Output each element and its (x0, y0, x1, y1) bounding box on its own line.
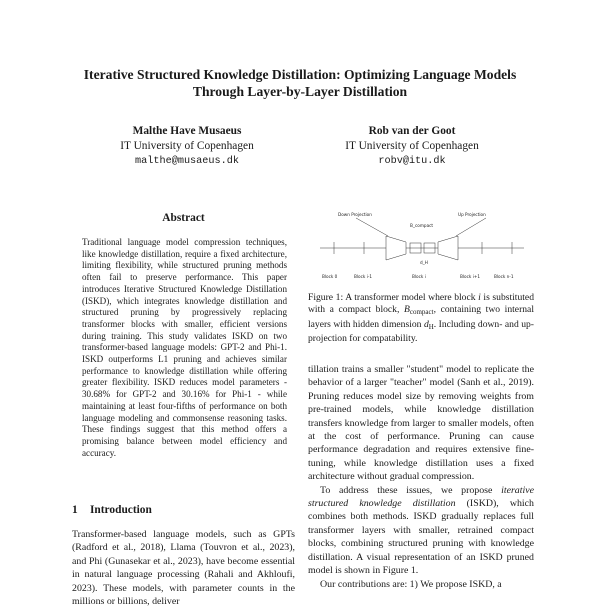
figure-1-caption (308, 292, 534, 346)
abstract-heading: Abstract (162, 212, 205, 224)
author-name: Malthe Have Musaeus (132, 125, 242, 137)
caption-text: Figure 1: A transformer model where block (308, 292, 479, 303)
introduction-text: Transformer-based language models, such as GPTs (Radford et al., 2018), Llama (Touvron et al., 2023), and Phi (Gunasekar et al., 2023), have become essential in natural language processing (Rahali and Akhloufi, 2023). These models, with parameter counts in the millions or billions, deliver (72, 529, 295, 608)
section-heading-introduction (72, 504, 152, 516)
paper-title (40, 66, 560, 100)
iskd-term: iterative structured knowledge distillation (308, 484, 534, 510)
right-column-text (308, 363, 534, 591)
author-name: Rob van der Goot (368, 125, 456, 137)
abstract-text: Traditional language model compression techniques, like knowledge distillation, require a fixed architecture, limiting flexibility, while structured pruning methods often fail to preserve performance. This paper introduces Iterative Structured Knowledge Distillation (ISKD), which integrates knowledge distillation and structured pruning by progressively replacing transformer blocks with smaller, efficient versions during training. This study validates ISKD on two transformer-based language models: GPT-2 and Phi-1. ISKD outperforms L1 pruning and achieves similar performance to knowledge distillation while offering greater flexibility. ISKD reduces model parameters - 30.68% for GPT-2 and 30.16% for Phi-1 - while maintaining at least four-fifths of performance on both language modeling and commonsense reasoning tasks. These findings suggest that this method offers a promising balance between model efficiency and accuracy. (82, 237, 287, 458)
connector-down (356, 218, 388, 236)
label-hidden-dim: d_H (420, 260, 428, 265)
caption-subscript-h: H (428, 322, 434, 331)
label-block-i-minus: Block i-1 (354, 274, 372, 279)
paragraph-2-rest: (ISKD), which combines both methods. ISKD gradually replaces full transformer layers with smaller, retrained compact blocks, combining structured pruning with knowledge distillation. A visual representation of an ISKD pruned model is shown in Figure 1. (308, 498, 534, 577)
label-block-n: Block n-1 (494, 274, 514, 279)
label-down-projection: Down Projection (338, 212, 372, 217)
label-up-projection: Up Projection (458, 212, 486, 217)
caption-var-b: B (403, 304, 410, 316)
paragraph-2-start: To address these issues, we propose (320, 484, 502, 496)
title-line-1: Iterative Structured Knowledge Distillation: Optimizing Language Models (83, 67, 517, 82)
title-line-2: Through Layer-by-Layer Distillation (192, 84, 408, 99)
author-block-2 (307, 124, 517, 169)
paragraph-1: tillation trains a smaller "student" model to replicate the behavior of a larger "teacher" model (Sanh et al., 2019). Pruning reduces model size by removing weights from pre-trained models, while knowledge distillation transfers knowledge from larger to smaller models, often at the cost of performance. Pruning can cause performance degradation and requires extensive fine-tuning, while knowledge distillation uses a fixed architecture without gradual compression. (308, 364, 534, 483)
author-email: robv@itu.dk (378, 156, 446, 167)
left-column (72, 211, 295, 459)
author-affiliation: IT University of Copenhagen (120, 140, 254, 152)
label-block-i-plus: Block i+1 (460, 274, 480, 279)
architecture-diagram (316, 206, 528, 280)
label-compact: B_compact (410, 223, 434, 228)
connector-up (456, 218, 486, 236)
caption-text: is substituted with a compact block, (308, 292, 534, 316)
figure-1-diagram (316, 206, 528, 280)
caption-subscript-compact: compact (409, 308, 434, 317)
paragraph-3: Our contributions are: 1) We propose ISKD, a (320, 578, 502, 590)
section-title: Introduction (90, 504, 152, 516)
section-number: 1 (72, 504, 78, 516)
label-block-i: Block i (412, 274, 426, 279)
author-affiliation: IT University of Copenhagen (345, 140, 479, 152)
author-block-1 (82, 124, 292, 169)
compact-block-trapezoid-right (438, 236, 458, 260)
paragraph-2 (308, 484, 534, 578)
author-email: malthe@musaeus.dk (135, 156, 239, 167)
caption-text: . Including down- and up-projection for compatability. (308, 318, 535, 345)
compact-block-trapezoid-left (386, 236, 406, 260)
caption-var-i: i (478, 292, 481, 303)
caption-text: , containing two internal layers with hidden dimension (308, 304, 534, 330)
caption-var-d: d (423, 318, 429, 330)
label-block-0: Block 0 (322, 274, 338, 279)
